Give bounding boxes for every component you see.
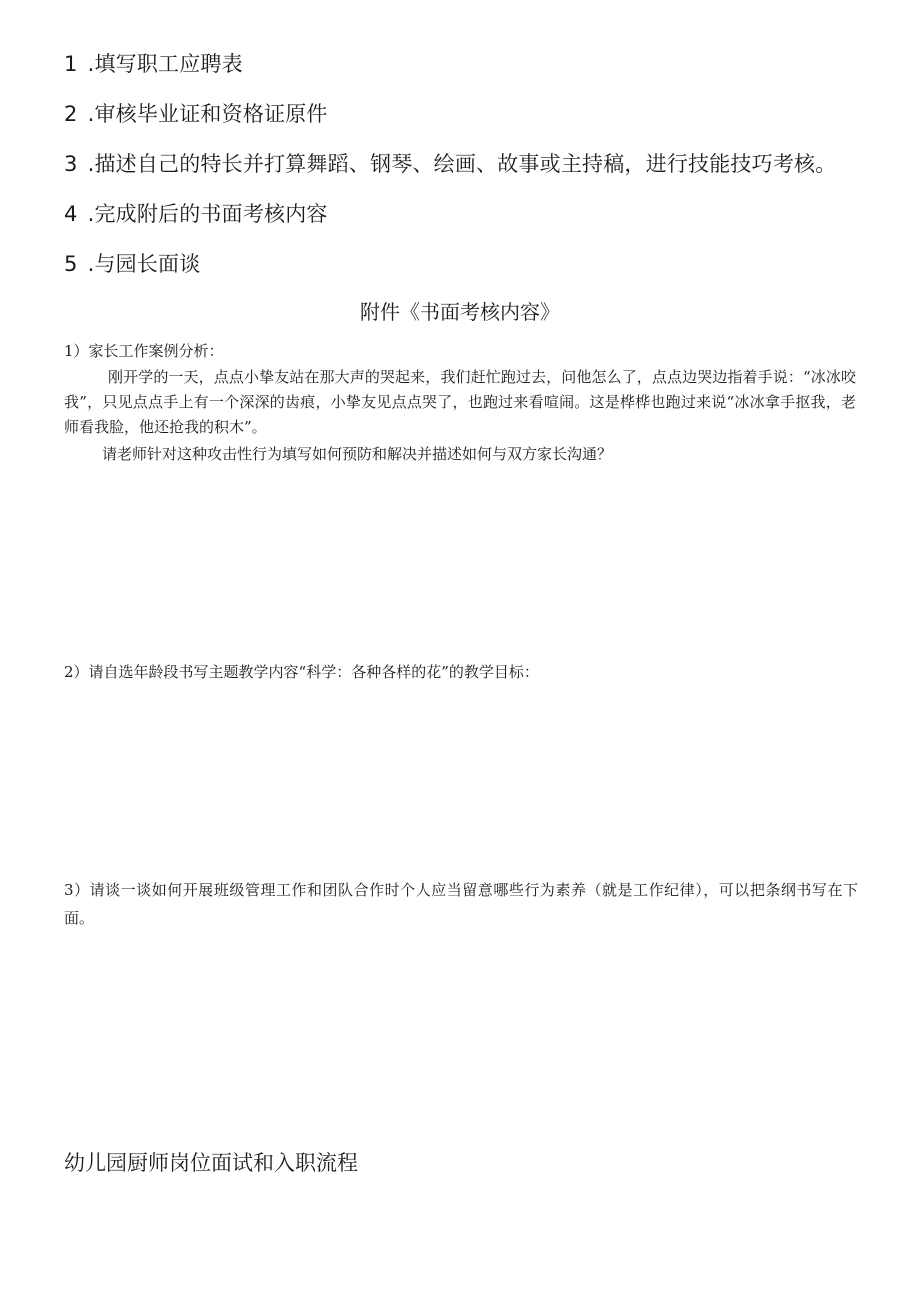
step-text: .完成附后的书面考核内容 bbox=[87, 202, 328, 226]
next-section-title: 幼儿园厨师岗位面试和入职流程 bbox=[64, 1151, 358, 1175]
question-1-prompt: 请老师针对这种攻击性行为填写如何预防和解决并描述如何与双方家长沟通？ bbox=[102, 445, 613, 463]
step-4 bbox=[64, 198, 328, 228]
step-number: 5 bbox=[64, 252, 78, 276]
step-text: .描述自己的特长并打算舞蹈、钢琴、绘画、故事或主持稿，进行技能技巧考核。 bbox=[87, 152, 837, 176]
step-1 bbox=[64, 48, 243, 78]
step-number: 3 bbox=[64, 152, 78, 176]
question-2: 2）请自选年龄段书写主题教学内容“科学：各种各样的花”的教学目标： bbox=[64, 663, 539, 681]
step-2 bbox=[64, 98, 328, 128]
step-5 bbox=[64, 248, 200, 278]
step-text: .审核毕业证和资格证原件 bbox=[87, 102, 328, 126]
step-number: 1 bbox=[64, 52, 78, 76]
attachment-title: 附件《书面考核内容》 bbox=[360, 300, 560, 324]
question-3: 3）请谈一谈如何开展班级管理工作和团队合作时个人应当留意哪些行为素养（就是工作纪律），可以把条纲书写在下面。 bbox=[64, 881, 858, 927]
step-number: 4 bbox=[64, 202, 78, 226]
question-1-heading: 1）家长工作案例分析： bbox=[64, 342, 224, 360]
question-1-case: 刚开学的一天，点点小挚友站在那大声的哭起来，我们赶忙跑过去，问他怎么了，点点边哭边指着手说：“冰冰咬我”，只见点点手上有一个深深的齿痕，小挚友见点点哭了，也跑过来看喧闹。这是桦桦也跑过来说“冰冰拿手抠我，老师看我脸，他还抢我的积木”。 bbox=[64, 368, 856, 436]
step-number: 2 bbox=[64, 102, 78, 126]
step-text: .与园长面谈 bbox=[87, 252, 201, 276]
step-3 bbox=[64, 148, 836, 178]
step-text: .填写职工应聘表 bbox=[87, 52, 243, 76]
